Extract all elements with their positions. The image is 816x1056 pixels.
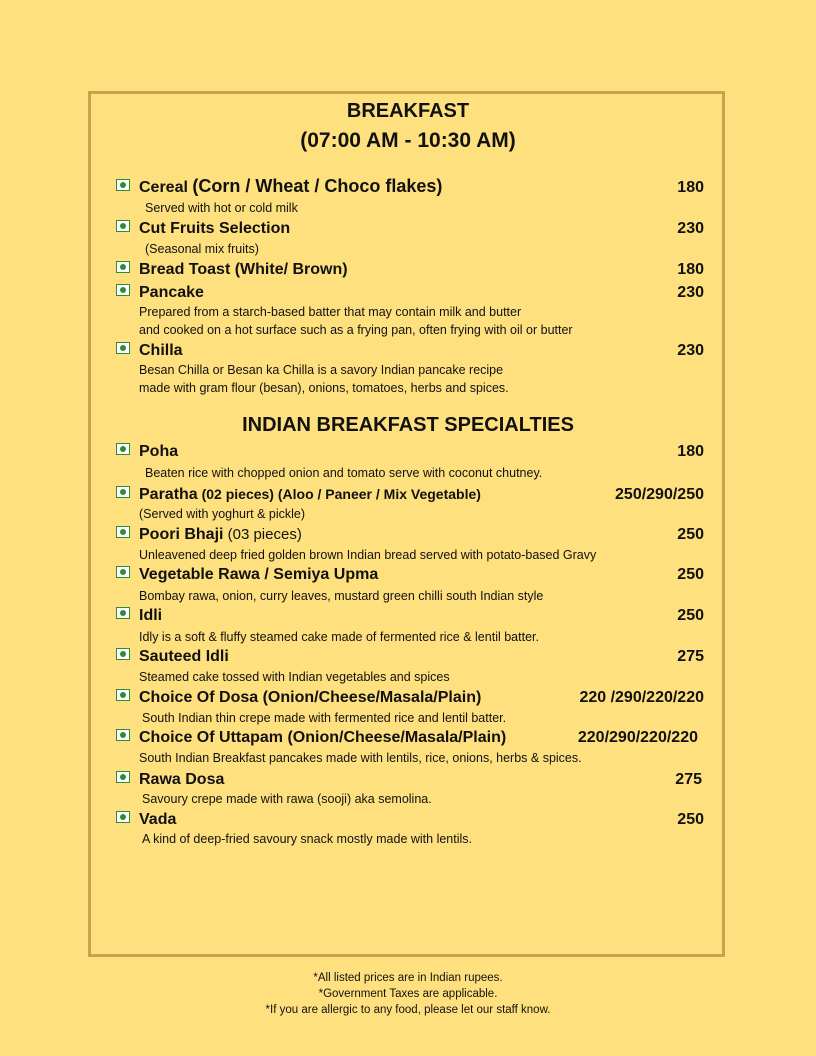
menu-item-name: Sauteed Idli: [139, 648, 229, 665]
menu-item-name: Choice Of Dosa (Onion/Cheese/Masala/Plain): [139, 689, 482, 706]
menu-item-price: 220/290/220/220: [577, 729, 698, 746]
footer-note-prices: *All listed prices are in Indian rupees.: [313, 972, 503, 984]
menu-item-name: Cut Fruits Selection: [139, 220, 291, 237]
menu-item-description: Savoury crepe made with rawa (sooji) aka semolina.: [142, 792, 432, 806]
menu-item-name: Cereal (Corn / Wheat / Choco flakes): [139, 176, 443, 196]
footer-note-allergy: *If you are allergic to any food, please let our staff know.: [265, 1004, 551, 1016]
menu-item-price: 180: [677, 261, 704, 278]
menu-item-price: 250: [677, 811, 704, 828]
menu-item-price: 180: [677, 179, 704, 196]
menu-item-description: Beaten rice with chopped onion and tomato serve with coconut chutney.: [145, 466, 543, 480]
menu-item-price: 230: [677, 342, 704, 359]
footer-note-taxes: *Government Taxes are applicable.: [318, 988, 498, 1000]
menu-item-description: (Seasonal mix fruits): [145, 242, 259, 256]
menu-item-name: Pancake: [139, 284, 204, 301]
menu-item-price: 230: [677, 284, 704, 301]
veg-mark-icon: [116, 526, 130, 538]
menu-item-name: Idli: [139, 607, 163, 624]
veg-mark-icon: [116, 689, 130, 701]
menu-item-price: 250: [677, 526, 704, 543]
veg-mark-icon: [116, 729, 130, 741]
menu-item-name: Poha: [139, 443, 179, 460]
menu-item-description: Steamed cake tossed with Indian vegetables and spices: [139, 670, 450, 684]
menu-item-description: South Indian Breakfast pancakes made with lentils, rice, onions, herbs & spices.: [139, 751, 582, 765]
menu-item-description: South Indian thin crepe made with fermented rice and lentil batter.: [142, 711, 507, 725]
menu-item-description: Besan Chilla or Besan ka Chilla is a savory Indian pancake recipe: [139, 363, 504, 377]
menu-item-description: Served with hot or cold milk: [145, 201, 298, 215]
veg-mark-icon: [116, 179, 130, 191]
menu-item-price: 275: [677, 648, 704, 665]
specialties-title: INDIAN BREAKFAST SPECIALTIES: [242, 414, 574, 436]
menu-item-name: Rawa Dosa: [139, 771, 225, 788]
menu-item-price: 275: [675, 771, 702, 788]
veg-mark-icon: [116, 284, 130, 296]
veg-mark-icon: [116, 443, 130, 455]
menu-item-name: Bread Toast (White/ Brown): [139, 261, 348, 278]
menu-item-price: 180: [677, 443, 704, 460]
menu-item-price: 250: [677, 566, 704, 583]
veg-mark-icon: [116, 648, 130, 660]
veg-mark-icon: [116, 261, 130, 273]
veg-mark-icon: [116, 566, 130, 578]
veg-mark-icon: [116, 486, 130, 498]
menu-item-description-2: and cooked on a hot surface such as a frying pan, often frying with oil or butter: [139, 323, 573, 337]
menu-item-name: Vada: [139, 811, 177, 828]
veg-mark-icon: [116, 607, 130, 619]
veg-mark-icon: [116, 811, 130, 823]
veg-mark-icon: [116, 342, 130, 354]
menu-item-name: Choice Of Uttapam (Onion/Cheese/Masala/Plain): [139, 729, 507, 746]
menu-item-price: 230: [677, 220, 704, 237]
menu-item-name: Chilla: [139, 342, 183, 359]
menu-item-description: (Served with yoghurt & pickle): [139, 507, 306, 521]
menu-item-name: Vegetable Rawa / Semiya Upma: [139, 566, 379, 583]
menu-item-price: 250: [677, 607, 704, 624]
breakfast-title: BREAKFAST: [346, 100, 470, 122]
menu-item-description: Idly is a soft & fluffy steamed cake made of fermented rice & lentil batter.: [139, 630, 539, 644]
menu-item-price: 220 /290/220/220: [579, 689, 704, 706]
menu-item-name: Poori Bhaji (03 pieces): [139, 526, 302, 543]
veg-mark-icon: [116, 220, 130, 232]
menu-item-description-2: made with gram flour (besan), onions, tomatoes, herbs and spices.: [139, 381, 509, 395]
menu-item-price: 250/290/250: [615, 486, 704, 503]
breakfast-hours: (07:00 AM - 10:30 AM): [300, 129, 516, 152]
menu-item-name: Paratha (02 pieces) (Aloo / Paneer / Mix Vegetable): [139, 486, 481, 503]
menu-item-description: Bombay rawa, onion, curry leaves, mustard green chilli south Indian style: [139, 589, 544, 603]
menu-item-description: Prepared from a starch-based batter that may contain milk and butter: [139, 305, 522, 319]
menu-item-description: Unleavened deep fried golden brown Indian bread served with potato-based Gravy: [139, 548, 597, 562]
veg-mark-icon: [116, 771, 130, 783]
menu-item-description: A kind of deep-fried savoury snack mostly made with lentils.: [142, 832, 473, 846]
